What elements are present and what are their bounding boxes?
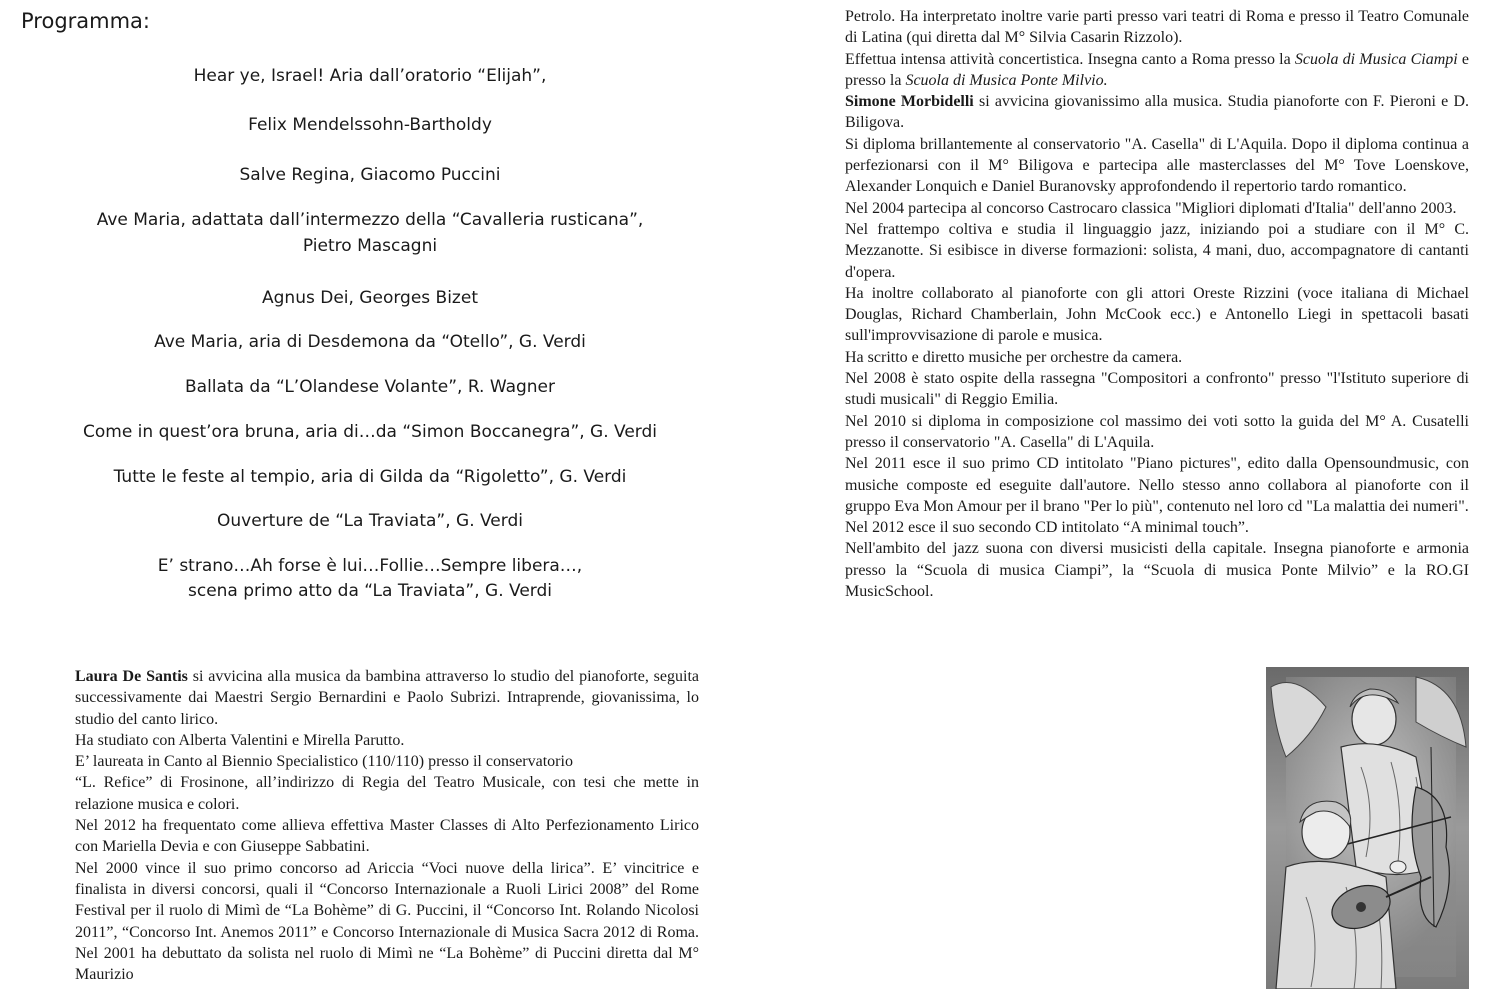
school-name: Scuola di Musica Ponte Milvio. xyxy=(905,71,1108,89)
bio-paragraph: Nel 2011 esce il suo primo CD intitolato "Piano pictures", edito dalla Opensoundmusic, con musiche composte ed eseguite dall'autore. Nello stesso anno collabora al pianoforte con il gruppo Eva Mon Amour per il brano "Per lo più", contenuto nel loro cd "La malattia dei numeri". xyxy=(845,455,1469,515)
program-item: Agnus Dei, Georges Bizet xyxy=(262,288,478,308)
program-item: Ballata da “L’Olandese Volante”, R. Wagner xyxy=(185,377,555,397)
program-item: scena primo atto da “La Traviata”, G. Verdi xyxy=(187,581,552,601)
program-item: Ave Maria, adattata dall’intermezzo della “Cavalleria rusticana”, xyxy=(96,210,644,230)
bio-paragraph xyxy=(845,91,1469,134)
angel-musicians-illustration xyxy=(1266,667,1469,989)
program-item: Hear ye, Israel! Aria dall’oratorio “Elijah”, xyxy=(193,66,547,86)
bio-paragraph: Ha scritto e diretto musiche per orchestre da camera. xyxy=(845,348,1183,366)
bio-paragraph: E’ laureata in Canto al Biennio Specialistico (110/110) presso il conservatorio xyxy=(75,753,573,771)
program-item: Felix Mendelssohn-Bartholdy xyxy=(248,115,492,135)
program-heading: Programma: xyxy=(21,9,151,33)
bio-paragraph: Petrolo. Ha interpretato inoltre varie parti presso vari teatri di Roma e presso il Teatro Comunale di Latina (qui diretta dal M° Silvia Casarin Rizzolo). xyxy=(845,8,1469,47)
bio-paragraph: “L. Refice” di Frosinone, all’indirizzo di Regia del Teatro Musicale, con tesi che mette in relazione musica e colori. xyxy=(75,774,699,813)
bio-text: si avvicina giovanissimo alla musica. Studia pianoforte con F. Pieroni e D. Biligova. xyxy=(845,93,1469,132)
school-name: Scuola di Musica Ciampi xyxy=(1294,50,1458,68)
bio-right-column xyxy=(845,6,1469,602)
program-item: Pietro Mascagni xyxy=(302,236,438,256)
bio-paragraph: Ha inoltre collaborato al pianoforte con gli attori Oreste Rizzini (voce italiana di Michael Douglas, Richard Chamberlain, John McCook ecc.) e Antonello Liegi in spettacoli basati sull'improvvisazione di parole e musica. xyxy=(845,284,1469,345)
bio-paragraph: Nel frattempo coltiva e studia il linguaggio jazz, iniziando poi a studiare con il M° C. Mezzanotte. Si esibisce in diverse formazioni: solista, 4 mani, duo, accompagnatore di cantanti d'opera. xyxy=(845,220,1469,281)
bio-paragraph: Si diploma brillantemente al conservatorio "A. Casella" di L'Aquila. Dopo il diploma continua a perfezionarsi con il M° Biligova e partecipa alle masterclasses del M° Tove Loenskove, Alexander Lonquich e Daniel Buranovsky approfondendo il repertorio tardo romantico. xyxy=(845,135,1469,196)
program-item: Come in quest’ora bruna, aria di…da “Simon Boccanegra”, G. Verdi xyxy=(82,422,658,442)
bio-text: e presso la xyxy=(845,50,1469,89)
program-item: E’ strano…Ah forse è lui…Follie…Sempre libera…, xyxy=(157,556,583,576)
program-item: Tutte le feste al tempio, aria di Gilda da “Rigoletto”, G. Verdi xyxy=(113,467,627,487)
bio-paragraph: Nel 2000 vince il suo primo concorso ad Ariccia “Voci nuove della lirica”. E’ vincitrice e finalista in diversi concorsi, quali il “Concorso Internazionale a Ruoli Lirici 2008” del Rome Festival per il ruolo di Mimì de “La Bohème” di G. Puccini, il “Concorso Int. Rolando Nicolosi 2011”, “Concorso Int. Anemos 2011” e Concorso Internazionale di Musica Sacra 2012 di Roma. Nel 2001 ha debuttato da solista nel ruolo di Mimì ne “La Bohème” di Puccini diretta dal M° Maurizio xyxy=(75,859,699,984)
bio-paragraph: Ha studiato con Alberta Valentini e Mirella Parutto. xyxy=(75,731,405,749)
bio-paragraph: Nel 2004 partecipa al concorso Castrocaro classica "Migliori diplomati d'Italia" dell'anno 2003. xyxy=(845,199,1457,217)
bio-text: si avvicina alla musica da bambina attraverso lo studio del pianoforte, seguita successivamente dai Maestri Sergio Bernardini e Paolo Subrizi. Intraprende, giovanissima, lo studio del canto lirico. xyxy=(75,668,699,728)
bio-paragraph: Nel 2012 ha frequentato come allieva effettiva Master Classes di Alto Perfezionamento Lirico con Mariella Devia e con Giuseppe Sabbatini. xyxy=(75,817,699,856)
bio-paragraph xyxy=(845,49,1469,92)
bio-paragraph xyxy=(75,666,699,730)
program-item: Ave Maria, aria di Desdemona da “Otello”, G. Verdi xyxy=(154,332,586,352)
performer-name: Laura De Santis xyxy=(75,668,188,685)
bio-paragraph: Nell'ambito del jazz suona con diversi musicisti della capitale. Insegna pianoforte e armonia presso la “Scuola di musica Ciampi”, la “Scuola di musica Ponte Milvio” e la RO.GI MusicSchool. xyxy=(845,540,1469,601)
bio-laura-de-santis xyxy=(75,666,699,985)
bio-text: Effettua intensa attività concertistica. Insegna canto a Roma presso la xyxy=(845,50,1295,68)
performer-name: Simone Morbidelli xyxy=(845,93,974,111)
bio-paragraph: Nel 2010 si diploma in composizione col massimo dei voti sotto la guida del M° A. Cusatelli presso il conservatorio "A. Casella" di L'Aquila. xyxy=(845,412,1469,451)
program-item: Ouverture de “La Traviata”, G. Verdi xyxy=(217,511,523,531)
program-item: Salve Regina, Giacomo Puccini xyxy=(239,165,501,185)
bio-paragraph: Nel 2012 esce il suo secondo CD intitolato “A minimal touch”. xyxy=(845,519,1249,537)
bio-paragraph: Nel 2008 è stato ospite della rassegna "Compositori a confronto" presso "l'Istituto superiore di studi musicali" di Reggio Emilia. xyxy=(845,370,1469,409)
